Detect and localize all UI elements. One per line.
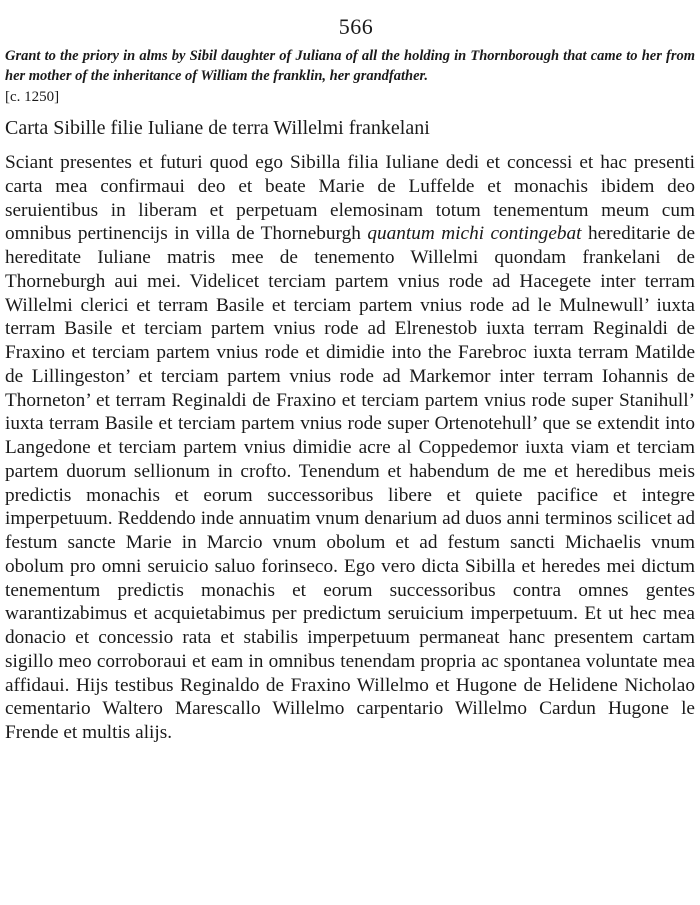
page-number: 566 (338, 14, 374, 39)
document-page (5, 14, 695, 745)
charter-summary: Grant to the priory in alms by Sibil daughter of Juliana of all the holding in Thornborough that came to her from her mother of the inheritance of William the franklin, her grandfather. (5, 48, 695, 84)
charter-title: Carta Sibille filie Iuliane de terra Willelmi frankelani (5, 117, 430, 139)
charter-text (5, 151, 695, 745)
charter-text-italic: quantum michi contingebat (367, 223, 582, 245)
charter-text-part-2: hereditarie de hereditate Iuliane matris mee de tenemento Willelmi quondam frankelani de Thorneburgh aui mei. Videlicet terciam partem vnius rode ad Hacegete inter terram Willelmi clerici et terram Basile et terciam partem vnius rode ad le Mulnewull’ iuxta terram Basile et terciam partem vnius rode ad Elrenestob iuxta terram Reginaldi de Fraxino et terciam partem vnius rode et dimidie into the Farebroc iuxta terram Matilde de Lillingeston’ et terciam partem vnius rode ad Markemor inter terram Iohannis de Thorneton’ et terram Reginaldi de Fraxino et terciam partem vnius rode super Stanihull’ iuxta terram Basile et terciam partem vnius rode super Ortenotehull’ que se extendit into Langedone et terciam partem vnius dimidie acre al Coppedemor iuxta viam et terciam partem duorum sellionum in crofto. Tenendum et habendum de me et heredibus meis predictis monachis et eorum successoribus libere et quiete pacifice et integre imperpetuum. Reddendo inde annuatim vnum denarium ad duos anni terminos scilicet ad festum sancte Marie in Marcio vnum obolum et ad festum sancti Michaelis vnum obolum pro omni seruicio saluo forinseco. Ego vero dicta Sibilla et heredes mei dictum tenementum predictis monachis et eorum successoribus contra omnes gentes warantizabimus et acquietabimus per predictum seruicium imperpetuum. Et ut hec mea donacio et concessio rata et stabilis imperpetuum permaneat hanc presentem cartam sigillo meo corroboraui et eam in omnibus tenendam propria ac spontanea voluntate mea affidaui. Hijs testibus Reginaldo de Fraxino Willelmo et Hugone de Helidene Nicholao cementario Waltero Marescallo Willelmo carpentario Willelmo Cardun Hugone le Frende et multis alijs. (5, 223, 695, 743)
charter-text-part-1: Sciant presentes et futuri quod ego Sibilla filia Iuliane dedi et concessi et hac presenti carta mea confirmaui deo et beate Marie de Luffelde et monachis ibidem deo seruientibus in liberam et perpetuam elemosinam totum tenementum meum cum omnibus pertinencijs in villa de Thorneburgh (5, 152, 695, 245)
charter-date: [c. 1250] (5, 89, 60, 105)
